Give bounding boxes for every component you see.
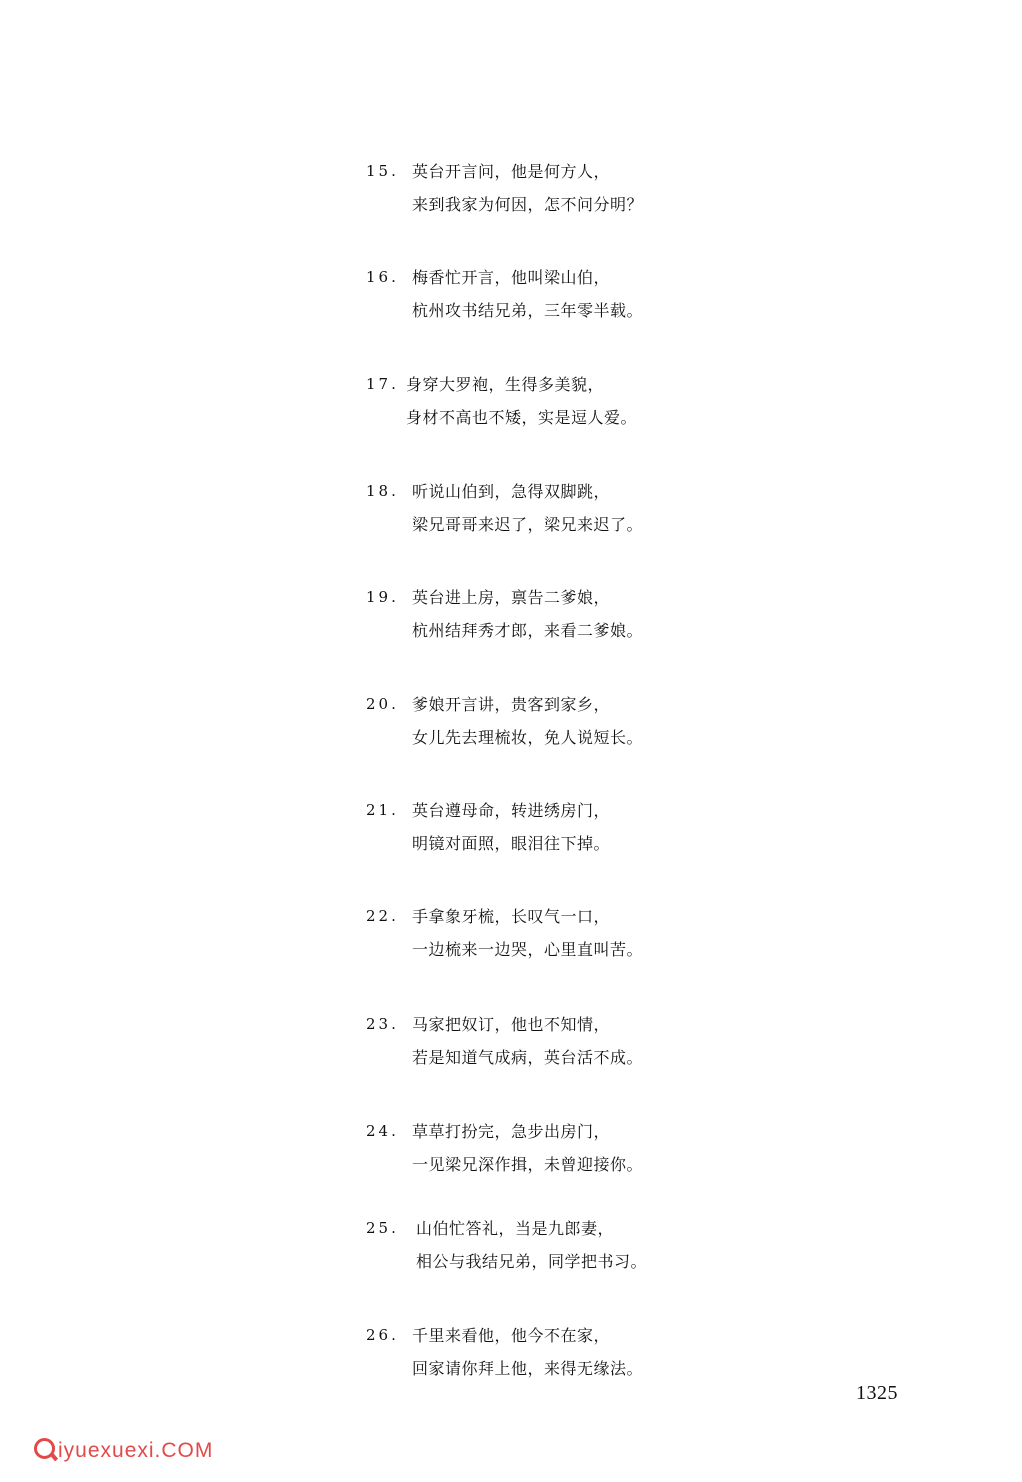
verse-number: 22. [366, 907, 399, 925]
verse-line-1: 爹娘开言讲，贵客到家乡， [412, 695, 611, 714]
verse-line-1: 马家把奴订，他也不知情， [412, 1015, 611, 1034]
verse-line-2: 一见梁兄深作揖，未曾迎接你。 [412, 1155, 644, 1174]
verse-number: 15. [366, 162, 399, 180]
verse-line-2: 身材不高也不矮，实是逗人爱。 [406, 408, 638, 427]
verse-line-1: 听说山伯到，急得双脚跳， [412, 482, 611, 501]
verse-line-1: 手拿象牙梳，长叹气一口， [412, 907, 611, 926]
verse-line-2: 回家请你拜上他，来得无缘法。 [412, 1359, 644, 1378]
verse-number: 21. [366, 801, 399, 819]
verse-line-2: 杭州结拜秀才郎，来看二爹娘。 [412, 621, 644, 640]
verse-number: 18. [366, 482, 399, 500]
verse-line-2: 梁兄哥哥来迟了，梁兄来迟了。 [412, 515, 644, 534]
verse-line-2: 杭州攻书结兄弟，三年零半载。 [412, 301, 644, 320]
verse-number: 20. [366, 695, 399, 713]
verse-line-1: 山伯忙答礼，当是九郎妻， [416, 1219, 615, 1238]
verse-number: 16. [366, 268, 399, 286]
verse-number: 17. [366, 375, 399, 393]
verse-line-2: 女儿先去理梳妆，免人说短长。 [412, 728, 644, 747]
verse-line-2: 若是知道气成病，英台活不成。 [412, 1048, 644, 1067]
verse-number: 26. [366, 1326, 399, 1344]
watermark-logo-icon [34, 1438, 55, 1459]
verse-line-1: 英台遵母命，转进绣房门， [412, 801, 611, 820]
watermark-text: iyuexuexi.COM [58, 1439, 214, 1462]
verse-number: 24. [366, 1122, 399, 1140]
verse-number: 19. [366, 588, 399, 606]
verse-line-1: 身穿大罗袍，生得多美貌， [406, 375, 605, 394]
verse-line-2: 相公与我结兄弟，同学把书习。 [416, 1252, 648, 1271]
verse-line-1: 草草打扮完，急步出房门， [412, 1122, 611, 1141]
page-number: 1325 [856, 1382, 898, 1404]
verse-number: 23. [366, 1015, 399, 1033]
verse-line-2: 一边梳来一边哭，心里直叫苦。 [412, 940, 644, 959]
verse-line-2: 来到我家为何因，怎不问分明？ [412, 195, 644, 214]
verse-line-1: 英台开言问，他是何方人， [412, 162, 611, 181]
verse-line-1: 梅香忙开言，他叫梁山伯， [412, 268, 611, 287]
verse-line-2: 明镜对面照，眼泪往下掉。 [412, 834, 611, 853]
verse-number: 25. [366, 1219, 399, 1237]
verse-line-1: 千里来看他，他今不在家， [412, 1326, 611, 1345]
watermark [34, 1438, 213, 1463]
verse-line-1: 英台进上房，禀告二爹娘， [412, 588, 611, 607]
